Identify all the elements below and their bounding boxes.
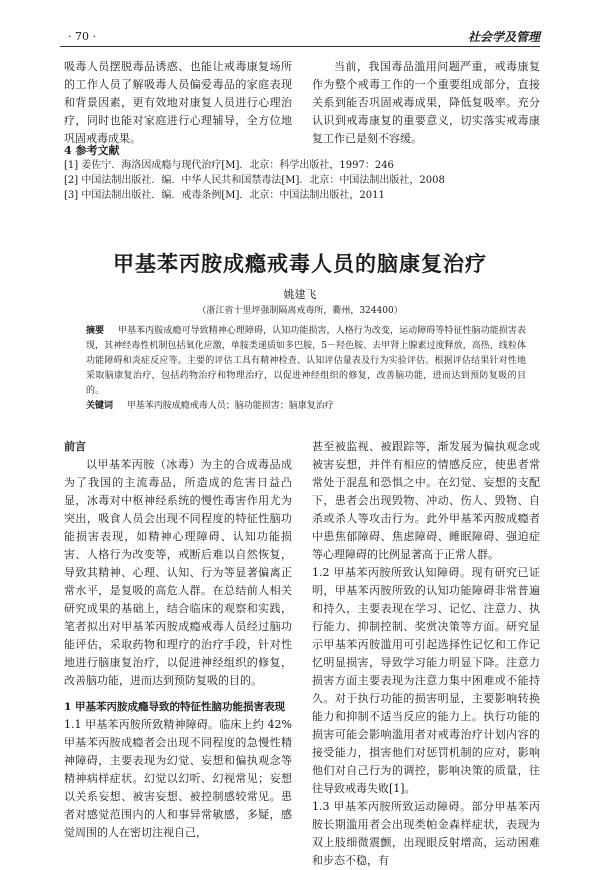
abstract-paragraph bbox=[86, 324, 526, 399]
page-number: · 70 · bbox=[68, 30, 96, 43]
preface-paragraph: 以甲基苯丙胺（冰毒）为主的合成毒品成为了我国的主流毒品，所造成的危害日益凸显，冰毒对中枢神经系统的慢性毒害作用尤为突出，吸食人员会出现不同程度的特征性脑功能损害表现，如精神心理障碍、认知功能损害、人格行为改变等，戒断后难以自然恢复，导致其精神、心理、认知、行为等显著偏离正常水平，是复吸的高危人群。在总结前人相关研究成果的基础上，结合临床的观察和实践，笔者拟出对甲基苯丙胺成瘾戒毒人员经过脑功能评估，采取药物和理疗的治疗手段，针对性地进行脑康复治疗，以促进神经组织的修复，改善脑功能，进而达到预防复吸的目的。 bbox=[64, 458, 292, 687]
keywords-text: 甲基苯丙胺成瘾戒毒人员；脑功能损害；脑康复治疗 bbox=[126, 401, 334, 411]
keywords-paragraph bbox=[86, 399, 526, 414]
section-1-3-paragraph: 1.3 甲基苯丙胺所致运动障碍。部分甲基苯丙胺长期滥用者会出现类帕金森样症状，表现为双上肢细微震颤，出现眼反射增高，运动困难和步态不稳，有 bbox=[312, 800, 540, 867]
keywords-label: 关键词 bbox=[86, 401, 114, 411]
references-list bbox=[64, 158, 544, 203]
header-rule bbox=[60, 46, 540, 47]
section-1-heading: 1 甲基苯丙胺成瘾导致的特征性脑功能损害表现 bbox=[64, 701, 285, 713]
abstract-text: 甲基苯丙胺成瘾可导致精神心理障碍，认知功能损害，人格行为改变，运动障碍等特征性脑功能损害表现，其神经毒性机制包括氧化应激，单胺类递质如多巴胺，5－羟色胺、去甲肾上腺素过度释放，高热，线粒体功能障碍和炎症反应等。主要的评估工具有精神检查、认知评估量表及行为实验评估。根据评估结果针对性地采取脑康复治疗，包括药物治疗和物理治疗，以促进神经组织的修复，改善脑功能，进而达到预防复吸的目的。 bbox=[86, 326, 526, 396]
abstract-label: 摘要 bbox=[86, 326, 105, 336]
article-affiliation: （浙江省十里坪强制隔离戒毒所，衢州，324400） bbox=[197, 306, 403, 316]
top-left-column bbox=[64, 58, 292, 148]
reference-item: [2] 中国法制出版社．编．中华人民共和国禁毒法[M]．北京：中国法制出版社，2008 bbox=[64, 175, 445, 186]
reference-item: [1] 姜佐宁．海洛因成瘾与现代治疗[M]．北京：科学出版社，1997：246 bbox=[64, 160, 394, 171]
article-title: 甲基苯丙胺成瘾戒毒人员的脑康复治疗 bbox=[113, 251, 487, 276]
article-author: 姚建飞 bbox=[283, 288, 317, 301]
references-heading: 4 参考文献 bbox=[64, 144, 120, 157]
section-1-2-paragraph: 1.2 甲基苯丙胺所致认知障碍。现有研究已证明，甲基苯丙胺所致的认知功能障碍非常普遍和持久，主要表现在学习、记忆、注意力、执行能力、抑制控制、奖赏决策等方面。研究显示甲基苯丙胺滥用可引起选择性记忆和工作记忆明显损害，导致学习能力明显下降。注意力损害方面主要表现为注意力集中困难或不能持久。对于执行功能的损害明显，主要影响转换能力和抑制不适当反应的能力上。执行功能的损害可能会影响滥用者对戒毒治疗计划内容的接受能力，損害他们对惩罚机制的应对，影响他们对自己行为的调控，影响决策的质量，往往导致戒毒失败[1]。 bbox=[312, 566, 540, 795]
journal-name: 社会学及管理 bbox=[467, 30, 540, 44]
preface-heading: 前言 bbox=[64, 440, 86, 453]
abstract-block bbox=[86, 324, 526, 414]
top-right-column bbox=[312, 58, 540, 148]
continuation-paragraph: 甚至被监视、被跟踪等，渐发展为偏执观念或被害妄想，并伴有相应的情感反应，使患者常常处于混乱和恐惧之中。在幻觉、妄想的支配下，患者会出现毁物、冲动、伤人、毁物、自杀或杀人等攻击行为。此外甲基苯丙胺成瘾者中患焦郁障碍、焦虑障碍、睡眠障碍、强迫症等心理障碍的比例显著高于正常人群。 bbox=[312, 440, 540, 561]
body-right-column bbox=[312, 438, 540, 870]
body-left-column bbox=[64, 438, 292, 842]
top-left-paragraph: 吸毒人员摆脱毒品诱惑、也能让戒毒康复场所的工作人员了解吸毒人员偏爱毒品的家庭表现和背景因素，更有效地对康复人员进行心理治疗，同时也能对家庭进行心理辅导，全方位地巩固戒毒成果。 bbox=[64, 60, 292, 145]
reference-item: [3] 中国法制出版社．编．戒毒条例[M]．北京：中国法制出版社，2011 bbox=[64, 190, 385, 201]
top-right-paragraph: 当前，我国毒品滥用问题严重，戒毒康复作为整个戒毒工作的一个重要组成部分，直接关系到能否巩固戒毒成果，降低复吸率。充分认识到戒毒康复的重要意义，切实落实戒毒康复工作已是刻不容缓。 bbox=[312, 60, 540, 145]
section-1-1-paragraph: 1.1 甲基苯丙胺所致精神障碍。临床上约 42% 甲基苯丙胺成瘾者会出现不同程度的急慢性精神障碍，主要表现为幻觉、妄想和偏执观念等精神病样症状。幻觉以幻听、幻视常见；妄想以关系妄想、被害妄想、被控制感较常见。患者对感觉范围内的人和事异常敏感，多疑，感觉周围的人在密切注视自己， bbox=[64, 718, 292, 839]
